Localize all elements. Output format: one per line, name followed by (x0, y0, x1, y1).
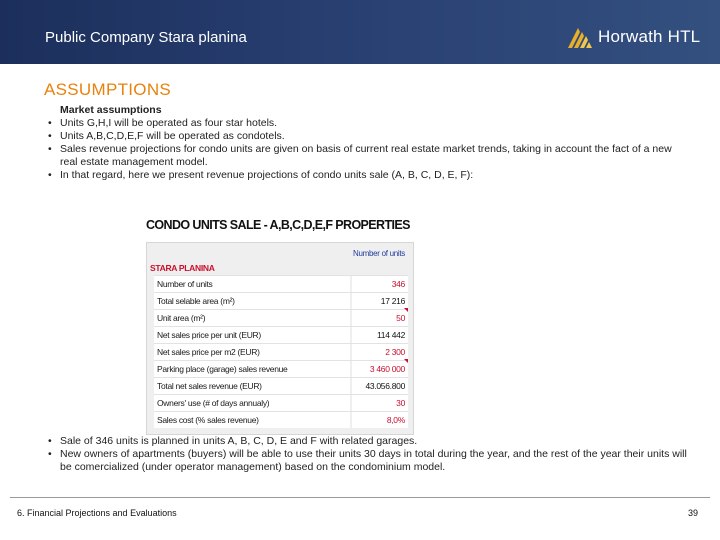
row-label: Parking place (garage) sales revenue (154, 361, 350, 377)
row-label: Total selable area (m²) (154, 293, 350, 309)
page-title: ASSUMPTIONS (44, 80, 172, 99)
row-label: Net sales price per unit (EUR) (154, 327, 350, 343)
footer-divider (10, 497, 710, 498)
row-label: Owners' use (# of days annualy) (154, 395, 350, 411)
list-item: • Units A,B,C,D,E,F will be operated as condotels. (48, 130, 688, 143)
row-label: Sales cost (% sales revenue) (154, 412, 350, 428)
row-value: 50 (352, 310, 408, 326)
list-item: • In that regard, here we present revenue projections of condo units sale (A, B, C, D, E, F): (48, 169, 688, 182)
units-label: Number of units (353, 249, 405, 258)
row-value: 3 460 000 (352, 361, 408, 377)
table-row (154, 309, 408, 326)
company-name: Public Company Stara planina (45, 29, 247, 46)
row-label: Total net sales revenue (EUR) (154, 378, 350, 394)
list-item: • Sales revenue projections for condo units are given on basis of current real estate market trends, taking in account the fact of a new real estate management model. (48, 143, 688, 169)
row-value: 114 442 (352, 327, 408, 343)
horwath-logo-icon (566, 24, 594, 50)
row-value: 2 300 (352, 344, 408, 360)
market-assumptions-heading: Market assumptions (60, 104, 162, 116)
row-value: 43.056.800 (352, 378, 408, 394)
page-number: 39 (687, 508, 698, 518)
table-title: CONDO UNITS SALE - A,B,C,D,E,F PROPERTIES (146, 218, 410, 232)
table-panel (146, 242, 414, 435)
section-label: STARA PLANINA (150, 263, 215, 273)
footer-section-title: 6. Financial Projections and Evaluations (17, 508, 177, 518)
list-item: • Sale of 346 units is planned in units A, B, C, D, E and F with related garages. (48, 435, 688, 448)
table-row (154, 360, 408, 377)
table-row (154, 343, 408, 360)
row-value: 17 216 (352, 293, 408, 309)
table-row (154, 292, 408, 309)
list-item: • New owners of apartments (buyers) will be able to use their units 30 days in total during the year, and the rest of the year their units will be comercialized (under operator management) based on the condominium model. (48, 448, 688, 474)
intro-bullet-list (48, 117, 688, 182)
table-row (154, 326, 408, 343)
table-row (154, 394, 408, 411)
row-label: Number of units (154, 276, 350, 292)
outro-bullet-list (48, 435, 688, 474)
horwath-logo (566, 23, 700, 51)
row-label: Unit area (m²) (154, 310, 350, 326)
row-label: Net sales price per m2 (EUR) (154, 344, 350, 360)
condo-sales-table (146, 218, 414, 435)
row-value: 30 (352, 395, 408, 411)
header-bar (0, 0, 720, 64)
logo-text: Horwath HTL (598, 27, 701, 46)
table-row (154, 275, 408, 292)
outro-section (48, 435, 688, 474)
table-row (154, 411, 408, 428)
table-row (154, 377, 408, 394)
row-value: 8,0% (352, 412, 408, 428)
intro-section (48, 104, 688, 182)
list-item: • Units G,H,I will be operated as four star hotels. (48, 117, 688, 130)
row-value: 346 (352, 276, 408, 292)
